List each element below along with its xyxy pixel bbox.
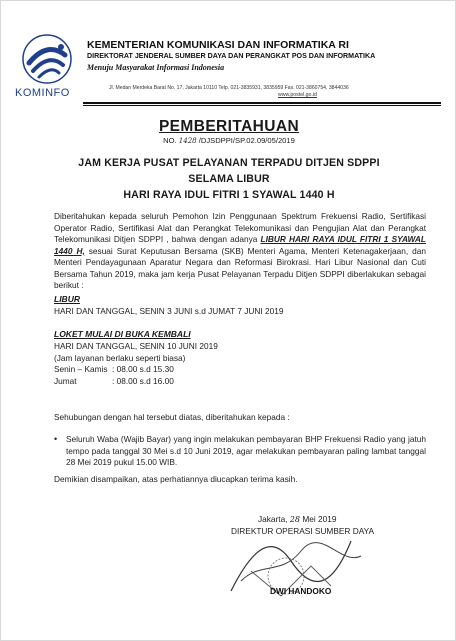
heading-2: SELAMA LIBUR — [188, 173, 270, 185]
libur-date: HARI DAN TANGGAL, SENIN 3 JUNI s.d JUMAT 7 JUNI 2019 — [54, 306, 284, 316]
logo-text: KOMINFO — [15, 87, 70, 99]
letterhead-rule-thin — [83, 105, 441, 106]
bullet-text: Seluruh Waba (Wajib Bayar) yang ingin melakukan pembayaran BHP Frekuensi Radio yang jatuh tempo pada tanggal 30 Mei s.d 10 Juni 2019, agar melakukan pembayaran paling lambat tanggal 28 Mei 2019 pukul 15.00 WIB. — [66, 434, 426, 467]
hours-time: : 08.00 s.d 16.00 — [112, 375, 174, 386]
loket-title: LOKET MULAI DI BUKA KEMBALI — [54, 329, 191, 339]
sign-day-handwritten: 28 — [289, 515, 301, 524]
hours-day: Jumat — [54, 375, 77, 386]
letterhead — [1, 1, 456, 126]
number-prefix: NO. — [163, 136, 177, 145]
hours-row — [54, 364, 218, 376]
sign-month-year: Mei 2019 — [302, 514, 337, 524]
motto: Menuju Masyarakat Informasi Indonesia — [87, 63, 225, 72]
directorate-name: DIREKTORAT JENDERAL SUMBER DAYA DAN PERANGKAT POS DAN INFORMATIKA — [87, 52, 376, 60]
loket-note: (Jam layanan berlaku seperti biasa) — [54, 352, 186, 363]
document-number — [1, 136, 456, 145]
para1-emphasis: LIBUR HARI RAYA IDUL FITRI 1 SYAWAL 1440 H, — [54, 234, 426, 256]
paragraph-intro — [54, 211, 426, 292]
kominfo-logo-icon — [21, 33, 73, 85]
loket-date: HARI DAN TANGGAL, SENIN 10 JUNI 2019 — [54, 341, 218, 351]
libur-title: LIBUR — [54, 294, 80, 304]
number-handwritten: 1428 — [178, 137, 197, 145]
letterhead-rule — [83, 102, 441, 104]
signatory-name: DWI HANDOKO — [270, 586, 332, 596]
paragraph-closing: Demikian disampaikan, atas perhatiannya diucapkan terima kasih. — [54, 474, 298, 484]
para1-part-a: Diberitahukan kepada seluruh Pemohon Izin Penggunaan Spektrum Frekuensi Radio, Sertifikasi Operator Radio, Sertifikasi Alat dan Perangkat Telekomunikasi dan Pengujian Alat dan Perangkat Telekomunikasi Ditjen SDPPI , bahwa dengan adanya — [54, 211, 426, 244]
bullet-icon: • — [54, 434, 58, 444]
para1-part-b: sesuai Surat Keputusan Bersama (SKB) Menteri Agama, Menteri Ketenagakerjaan, dan Menteri Pendayagunaan Aparatur Negara dan Reformasi Birokrasi. Hari Libur Nasional dan Cuti Bersama Tahun 2019, maka jam kerja Pusat Pelayanan Terpadu Ditjen SDPPI diberlakukan sebagai berikut : — [54, 245, 426, 290]
document-title: PEMBERITAHUAN — [158, 118, 300, 135]
loket-details — [54, 341, 218, 387]
signatory-title: DIREKTUR OPERASI SUMBER DAYA — [231, 526, 375, 536]
signature-place-date — [258, 514, 336, 524]
sign-place: Jakarta, — [258, 514, 288, 524]
paragraph-notice: Sehubungan dengan hal tersebut diatas, diberitahukan kepada : — [54, 412, 290, 422]
number-suffix: /DJSDPPI/SP.02.09/05/2019 — [198, 136, 295, 145]
heading-1: JAM KERJA PUSAT PELAYANAN TERPADU DITJEN SDPPI — [78, 157, 380, 169]
website-link[interactable]: www.postel.go.id — [278, 92, 317, 98]
hours-day: Senin – Kamis — [54, 364, 108, 374]
hours-time: : 08.00 s.d 15.30 — [112, 364, 174, 374]
list-item — [54, 434, 426, 469]
address: Jl. Medan Merdeka Barat No. 17, Jakarta 10110 Telp. 021-3835931, 3835959 Fax. 021-3860754, 3844036 — [109, 85, 349, 91]
heading-3: HARI RAYA IDUL FITRI 1 SYAWAL 1440 H — [123, 189, 335, 201]
ministry-name: KEMENTERIAN KOMUNIKASI DAN INFORMATIKA RI — [87, 39, 349, 51]
hours-row — [54, 376, 218, 388]
